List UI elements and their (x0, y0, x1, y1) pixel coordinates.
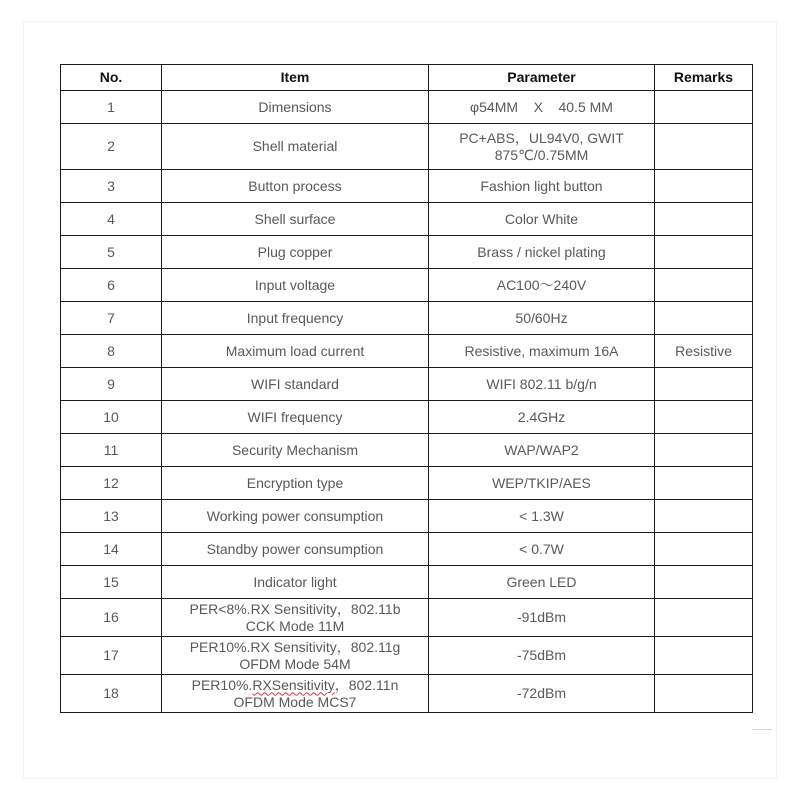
table-row (61, 401, 753, 434)
cell-no: 13 (61, 500, 162, 533)
cell-item: Dimensions (162, 91, 429, 124)
header-item: Item (162, 65, 429, 91)
table-row (61, 637, 753, 675)
cell-parameter: 50/60Hz (429, 302, 655, 335)
cell-parameter: -72dBm (429, 675, 655, 713)
cell-no: 7 (61, 302, 162, 335)
cell-item-line: OFDM Mode MCS7 (233, 693, 357, 710)
table-row (61, 269, 753, 302)
cell-no: 4 (61, 203, 162, 236)
cell-remarks (655, 368, 753, 401)
table-row (61, 302, 753, 335)
cell-no: 3 (61, 170, 162, 203)
cell-parameter: -91dBm (429, 599, 655, 637)
cell-parameter: WIFI 802.11 b/g/n (429, 368, 655, 401)
cell-item: Working power consumption (162, 500, 429, 533)
cell-no: 2 (61, 124, 162, 170)
cell-item-line: OFDM Mode 54M (239, 655, 351, 672)
cell-no: 18 (61, 675, 162, 713)
cell-parameter: Fashion light button (429, 170, 655, 203)
cell-item: Encryption type (162, 467, 429, 500)
cell-item-line: CCK Mode 11M (245, 617, 345, 634)
cell-remarks (655, 637, 753, 675)
cell-item: Plug copper (162, 236, 429, 269)
table-row (61, 335, 753, 368)
cell-item: Shell surface (162, 203, 429, 236)
cell-item-line: PER<8%.RX Sensitivity，802.11b (189, 600, 401, 617)
header-parameter: Parameter (429, 65, 655, 91)
cell-parameter: < 0.7W (429, 533, 655, 566)
cell-item: Shell material (162, 124, 429, 170)
table-row (61, 91, 753, 124)
table-row (61, 170, 753, 203)
table-edge-line (752, 729, 772, 730)
table-row (61, 533, 753, 566)
cell-no: 15 (61, 566, 162, 599)
cell-remarks (655, 467, 753, 500)
item-text-part: ，802.11n (334, 676, 399, 693)
item-text-part: PER10%. (191, 676, 253, 693)
cell-item: WIFI frequency (162, 401, 429, 434)
cell-remarks: Resistive (655, 335, 753, 368)
header-no: No. (61, 65, 162, 91)
cell-item (162, 599, 429, 637)
cell-remarks (655, 269, 753, 302)
table-row (61, 203, 753, 236)
table-row (61, 500, 753, 533)
cell-item: Maximum load current (162, 335, 429, 368)
cell-no: 11 (61, 434, 162, 467)
cell-parameter: φ54MM X 40.5 MM (429, 91, 655, 124)
cell-item: Input frequency (162, 302, 429, 335)
spellcheck-flagged-word: RXSensitivity (252, 676, 335, 693)
table-row (61, 368, 753, 401)
table-row (61, 124, 753, 170)
table-row (61, 467, 753, 500)
cell-item (162, 675, 429, 713)
cell-no: 12 (61, 467, 162, 500)
cell-parameter: < 1.3W (429, 500, 655, 533)
cell-no: 10 (61, 401, 162, 434)
cell-remarks (655, 533, 753, 566)
cell-remarks (655, 566, 753, 599)
cell-remarks (655, 401, 753, 434)
table-header-row (61, 65, 753, 91)
cell-no: 6 (61, 269, 162, 302)
cell-parameter: WEP/TKIP/AES (429, 467, 655, 500)
cell-remarks (655, 302, 753, 335)
cell-item-line: PER10%.RX Sensitivity，802.11g (189, 638, 401, 655)
cell-item: Button process (162, 170, 429, 203)
cell-parameter: -75dBm (429, 637, 655, 675)
cell-parameter-line: PC+ABS，UL94V0, GWIT (459, 129, 624, 146)
cell-remarks (655, 500, 753, 533)
cell-remarks (655, 236, 753, 269)
cell-parameter: 2.4GHz (429, 401, 655, 434)
cell-item: WIFI standard (162, 368, 429, 401)
cell-remarks (655, 599, 753, 637)
cell-no: 17 (61, 637, 162, 675)
cell-item (162, 637, 429, 675)
header-remarks: Remarks (655, 65, 753, 91)
cell-no: 9 (61, 368, 162, 401)
cell-item: Standby power consumption (162, 533, 429, 566)
cell-parameter: Color White (429, 203, 655, 236)
cell-parameter: AC100～240V (429, 269, 655, 302)
cell-remarks (655, 91, 753, 124)
cell-no: 5 (61, 236, 162, 269)
cell-no: 8 (61, 335, 162, 368)
cell-parameter: Resistive, maximum 16A (429, 335, 655, 368)
table-row (61, 675, 753, 713)
cell-no: 14 (61, 533, 162, 566)
cell-remarks (655, 203, 753, 236)
table-row (61, 434, 753, 467)
cell-no: 1 (61, 91, 162, 124)
cell-remarks (655, 434, 753, 467)
cell-remarks (655, 675, 753, 713)
cell-parameter (429, 124, 655, 170)
cell-no: 16 (61, 599, 162, 637)
cell-item: Indicator light (162, 566, 429, 599)
cell-parameter: Green LED (429, 566, 655, 599)
cell-parameter: WAP/WAP2 (429, 434, 655, 467)
table-row (61, 599, 753, 637)
table-row (61, 236, 753, 269)
cell-remarks (655, 170, 753, 203)
cell-remarks (655, 124, 753, 170)
cell-item: Input voltage (162, 269, 429, 302)
cell-item: Security Mechanism (162, 434, 429, 467)
cell-item-line (166, 677, 424, 694)
cell-parameter: Brass / nickel plating (429, 236, 655, 269)
table-row (61, 566, 753, 599)
cell-parameter-line: 875℃/0.75MM (494, 146, 589, 163)
spec-table (60, 64, 753, 713)
